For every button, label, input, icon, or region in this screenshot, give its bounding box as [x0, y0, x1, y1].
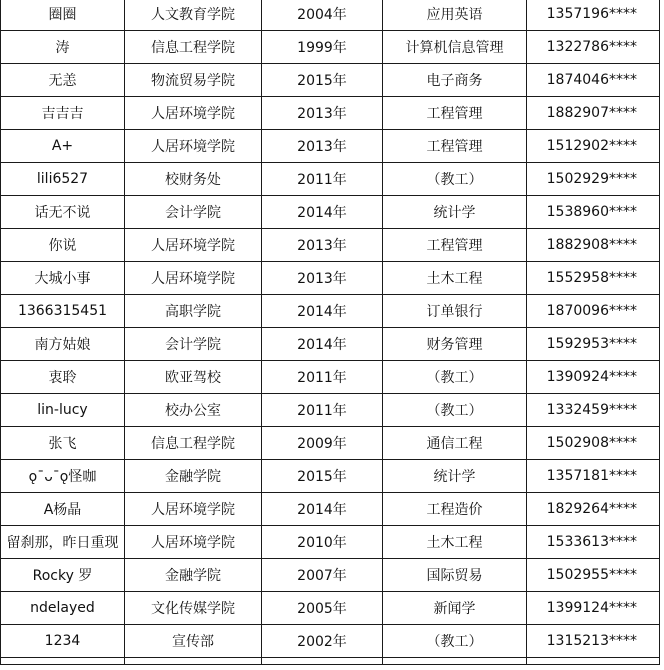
phone-cell[interactable]: 1502955**** [527, 559, 660, 592]
department-cell[interactable]: 高职学院 [125, 295, 262, 328]
nickname-cell[interactable]: 大城小事 [1, 262, 125, 295]
table-row [1, 361, 660, 394]
major-cell[interactable]: 订单银行 [383, 295, 527, 328]
year-cell[interactable]: 2014年 [262, 295, 383, 328]
phone-cell[interactable]: 1870096**** [527, 295, 660, 328]
phone-cell[interactable]: 1882907**** [527, 97, 660, 130]
year-cell[interactable]: 2010年 [262, 526, 383, 559]
nickname-cell[interactable]: ǫ¯ᴗ¯ǫ怪咖 [1, 460, 125, 493]
department-cell[interactable]: 人居环境学院 [125, 262, 262, 295]
major-cell[interactable]: 财务管理 [383, 328, 527, 361]
year-cell[interactable]: 2011年 [262, 163, 383, 196]
year-cell[interactable]: 2011年 [262, 361, 383, 394]
major-cell[interactable]: 工程管理 [383, 97, 527, 130]
major-cell[interactable]: （教工） [383, 394, 527, 427]
department-cell[interactable]: 金融学院 [125, 460, 262, 493]
nickname-cell[interactable]: 涛 [1, 31, 125, 64]
table-row [1, 460, 660, 493]
phone-cell[interactable]: 1533613**** [527, 526, 660, 559]
year-cell[interactable]: 2009年 [262, 427, 383, 460]
department-cell[interactable]: 欧亚驾校 [125, 361, 262, 394]
year-cell[interactable]: 2014年 [262, 493, 383, 526]
year-cell[interactable]: 2002年 [262, 625, 383, 658]
department-cell[interactable]: 人居环境学院 [125, 130, 262, 163]
empty-cell [527, 658, 660, 665]
major-cell[interactable]: 计算机信息管理 [383, 31, 527, 64]
department-cell[interactable]: 人居环境学院 [125, 526, 262, 559]
major-cell[interactable]: 电子商务 [383, 64, 527, 97]
major-cell[interactable]: 应用英语 [383, 0, 527, 31]
department-cell[interactable]: 校办公室 [125, 394, 262, 427]
phone-cell[interactable]: 1332459**** [527, 394, 660, 427]
nickname-cell[interactable]: A杨晶 [1, 493, 125, 526]
major-cell[interactable]: （教工） [383, 361, 527, 394]
table-row [1, 31, 660, 64]
phone-cell[interactable]: 1538960**** [527, 196, 660, 229]
year-cell[interactable]: 2015年 [262, 64, 383, 97]
table-row [1, 625, 660, 658]
year-cell[interactable]: 2014年 [262, 328, 383, 361]
year-cell[interactable]: 2004年 [262, 0, 383, 31]
phone-cell[interactable]: 1882908**** [527, 229, 660, 262]
phone-cell[interactable]: 1315213**** [527, 625, 660, 658]
table-row [1, 64, 660, 97]
nickname-cell[interactable]: lili6527 [1, 163, 125, 196]
table-row [1, 0, 660, 31]
major-cell[interactable]: 工程管理 [383, 229, 527, 262]
table-row [1, 559, 660, 592]
table-row [1, 526, 660, 559]
nickname-cell[interactable]: A+ [1, 130, 125, 163]
phone-cell[interactable]: 1357196**** [527, 0, 660, 31]
year-cell[interactable]: 2005年 [262, 592, 383, 625]
year-cell[interactable]: 2011年 [262, 394, 383, 427]
department-cell[interactable]: 物流贸易学院 [125, 64, 262, 97]
department-cell[interactable]: 信息工程学院 [125, 427, 262, 460]
nickname-cell[interactable]: 话无不说 [1, 196, 125, 229]
table-row [1, 328, 660, 361]
nickname-cell[interactable]: 无恙 [1, 64, 125, 97]
table-row [1, 427, 660, 460]
phone-cell[interactable]: 1874046**** [527, 64, 660, 97]
table-row [1, 196, 660, 229]
major-cell[interactable]: 土木工程 [383, 526, 527, 559]
table-row [1, 295, 660, 328]
year-cell[interactable]: 2007年 [262, 559, 383, 592]
department-cell[interactable]: 信息工程学院 [125, 31, 262, 64]
department-cell[interactable]: 文化传媒学院 [125, 592, 262, 625]
phone-cell[interactable]: 1322786**** [527, 31, 660, 64]
year-cell[interactable]: 2013年 [262, 262, 383, 295]
phone-cell[interactable]: 1512902**** [527, 130, 660, 163]
phone-cell[interactable]: 1552958**** [527, 262, 660, 295]
phone-cell[interactable]: 1829264**** [527, 493, 660, 526]
nickname-cell[interactable]: ndelayed [1, 592, 125, 625]
year-cell[interactable]: 2015年 [262, 460, 383, 493]
phone-cell[interactable]: 1390924**** [527, 361, 660, 394]
nickname-cell[interactable]: Rocky 罗 [1, 559, 125, 592]
empty-cell [383, 658, 527, 665]
year-cell[interactable]: 2013年 [262, 130, 383, 163]
year-cell[interactable]: 2014年 [262, 196, 383, 229]
nickname-cell[interactable]: 1366315451 [1, 295, 125, 328]
nickname-cell[interactable]: 南方姑娘 [1, 328, 125, 361]
nickname-cell[interactable]: 你说 [1, 229, 125, 262]
nickname-cell[interactable]: 1234 [1, 625, 125, 658]
major-cell[interactable]: 新闻学 [383, 592, 527, 625]
table-row [1, 394, 660, 427]
empty-cell [262, 658, 383, 665]
table-row [1, 262, 660, 295]
major-cell[interactable]: 统计学 [383, 460, 527, 493]
nickname-cell[interactable]: 留刹那，昨日重现 [1, 526, 125, 559]
major-cell[interactable]: 土木工程 [383, 262, 527, 295]
department-cell[interactable]: 宣传部 [125, 625, 262, 658]
major-cell[interactable]: 工程管理 [383, 130, 527, 163]
phone-cell[interactable]: 1502929**** [527, 163, 660, 196]
table-row [1, 493, 660, 526]
table-row [1, 592, 660, 625]
major-cell[interactable]: 工程造价 [383, 493, 527, 526]
empty-cell [125, 658, 262, 665]
empty-cell [1, 658, 125, 665]
year-cell[interactable]: 2013年 [262, 97, 383, 130]
major-cell[interactable]: 国际贸易 [383, 559, 527, 592]
table-row-partial [1, 658, 660, 665]
major-cell[interactable]: （教工） [383, 625, 527, 658]
department-cell[interactable]: 会计学院 [125, 328, 262, 361]
table-row [1, 229, 660, 262]
department-cell[interactable]: 金融学院 [125, 559, 262, 592]
phone-cell[interactable]: 1502908**** [527, 427, 660, 460]
department-cell[interactable]: 人文教育学院 [125, 0, 262, 31]
major-cell[interactable]: 统计学 [383, 196, 527, 229]
year-cell[interactable]: 1999年 [262, 31, 383, 64]
department-cell[interactable]: 人居环境学院 [125, 229, 262, 262]
table-row [1, 97, 660, 130]
department-cell[interactable]: 校财务处 [125, 163, 262, 196]
member-table-body [1, 0, 660, 665]
nickname-cell[interactable]: 吉吉吉 [1, 97, 125, 130]
nickname-cell[interactable]: 衷聆 [1, 361, 125, 394]
department-cell[interactable]: 人居环境学院 [125, 97, 262, 130]
table-row [1, 130, 660, 163]
year-cell[interactable]: 2013年 [262, 229, 383, 262]
phone-cell[interactable]: 1592953**** [527, 328, 660, 361]
nickname-cell[interactable]: 圈圈 [1, 0, 125, 31]
department-cell[interactable]: 人居环境学院 [125, 493, 262, 526]
department-cell[interactable]: 会计学院 [125, 196, 262, 229]
major-cell[interactable]: 通信工程 [383, 427, 527, 460]
nickname-cell[interactable]: lin-lucy [1, 394, 125, 427]
major-cell[interactable]: （教工） [383, 163, 527, 196]
table-row [1, 163, 660, 196]
nickname-cell[interactable]: 张飞 [1, 427, 125, 460]
phone-cell[interactable]: 1399124**** [527, 592, 660, 625]
phone-cell[interactable]: 1357181**** [527, 460, 660, 493]
